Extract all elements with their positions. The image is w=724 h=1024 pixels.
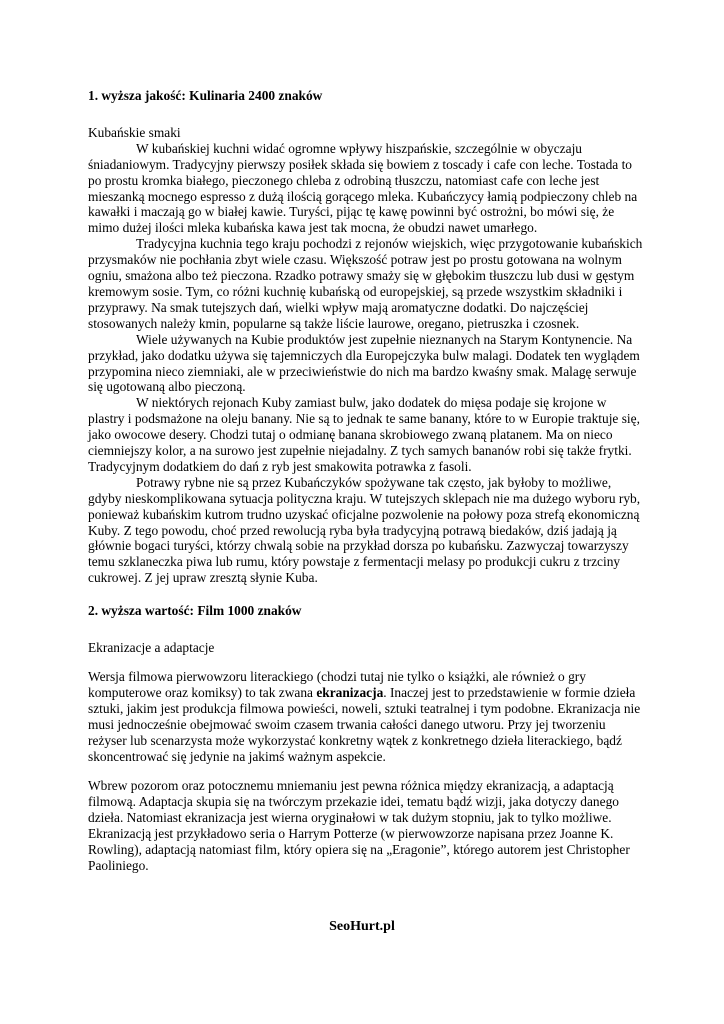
section1-body [88,125,644,586]
paragraph-text: Wersja filmowa pierwowzoru literackiego (chodzi tutaj nie tylko o książki, ale również o gry komputerowe oraz komiksy) to tak zwana [88,669,586,701]
section1-paragraph: Tradycyjna kuchnia tego kraju pochodzi z rejonów wiejskich, więc przygotowanie kubańskich przysmaków nie pochłania zbyt wiele czasu. Większość potraw jest po prostu gotowana na wolnym ogniu, smażona albo też pieczona. Rzadko potrawy smaży się w głębokim tłuszczu lub dusi w gęstym kremowym sosie. Tym, co różni kuchnię kubańską od europejskiej, są przede wszystkim składniki i przyprawy. Na smak tutejszych dań, wielki wpływ mają aromatyczne dodatki. Do najczęściej stosowanych należy kmin, popularne są także liście laurowe, oregano, pietruszka i czosnek. [88,236,643,331]
section2-paragraph: Wbrew pozorom oraz potocznemu mniemaniu jest pewna różnica między ekranizacją, a adaptacją filmową. Adaptacja skupia się na twórczym przekazie idei, tematu bądź wizji, jaka dotyczy danego dzieła. Natomiast ekranizacja jest wierna oryginałowi w tak dużym stopniu, jak to tylko możliwe. Ekranizacją jest przykładowo seria o Harrym Potterze (w pierwowzorze napisana przez Joanne K. Rowling), adaptacją natomiast film, który opiera się na „Eragonie”, którego autorem jest Christopher Paoliniego. [88,778,630,873]
section1-paragraph: W kubańskiej kuchni widać ogromne wpływy hiszpańskie, szczególnie w obyczaju śniadaniowym. Tradycyjny pierwszy posiłek składa się bowiem z toscady i cafe con leche. Tostada to po prostu kromka białego, pieczonego chleba z odrobiną tłuszczu, natomiast cafe con leche jest mieszanką mocnego espresso z dużą ilością gorącego mleka. Kubańczycy łamią podpieczony chleb na kawałki i maczają go w białej kawie. Turyści, pijąc tę kawę powinni być ostrożni, bo mówi się, że mimo dużej ilości mleka kubańska kawa jest tak mocna, że obudzi nawet umarłego. [88,140,638,236]
footer-brand: SeoHurt.pl [329,919,395,934]
section2-subtitle: Ekranizacje a adaptacje [88,640,215,656]
section1-heading: 1. wyższa jakość: Kulinaria 2400 znaków [88,88,323,103]
bold-term: ekranizacja [316,685,384,701]
section2 [88,603,644,873]
paragraph-text: . Inaczej jest to przedstawienie w formie dzieła sztuki, jakim jest produkcja filmowa powieści, noweli, sztuki teatralnej i tym podobne. Ekranizacja nie musi jednocześnie obejmować swoim czasem trwania całości danego utworu. Przy jej tworzeniu reżyser lub scenarzysta może wykorzystać konkretny wątek z konkretnego dzieła literackiego, bądź skoncentrować się jedynie na jakimś ważnym aspekcie. [88,685,641,764]
section2-heading: 2. wyższa wartość: Film 1000 znaków [88,603,302,619]
document-page [88,88,644,887]
section1-paragraph: Potrawy rybne nie są przez Kubańczyków spożywane tak często, jak byłoby to możliwe, gdyby nieskomplikowana sytuacja polityczna kraju. W tutejszych sklepach nie ma dużego wyboru ryb, ponieważ kubańskim kutrom trudno uzyskać oficjalne pozwolenie na połowy poza strefą ekonomiczną Kuby. Z tego powodu, choć przed rewolucją ryba była tradycyjną potrawą biedaków, dziś jadają ją głównie bogaci turyści, którzy chwalą sobie na przykład dorsza po kubańsku. Zazwyczaj towarzyszy temu szklaneczka piwa lub rumu, który powstaje z fermentacji melasy po produkcji cukru z trzciny cukrowej. Z jej upraw zresztą słynie Kuba. [88,474,641,586]
section1-paragraph: Wiele używanych na Kubie produktów jest zupełnie nieznanych na Starym Kontynencie. Na przykład, jako dodatku używa się tajemniczych dla Europejczyka bulw malagi. Dodatek ten wyglądem przypomina nieco ziemniaki, ale w przeciwieństwie do nich ma bardzo kwaśny smak. Malagę serwuje się ugotowaną albo pieczoną. [88,331,640,395]
section2-paragraph [88,669,644,764]
section1-paragraph: W niektórych rejonach Kuby zamiast bulw, jako dodatek do mięsa podaje się krojone w plastry i podsmażone na oleju banany. Nie są to jednak te same banany, które to w Europie traktuje się, jako owocowe desery. Chodzi tutaj o odmianę banana skrobiowego zwaną platanem. Ma on nieco ciemniejszy kolor, a na surowo jest zupełnie niejadalny. Z tych samych bananów robi się także frytki. Tradycyjnym dodatkiem do dań z ryb jest smakowita potrawka z fasoli. [88,395,640,474]
section1-subtitle: Kubańskie smaki [88,124,181,140]
